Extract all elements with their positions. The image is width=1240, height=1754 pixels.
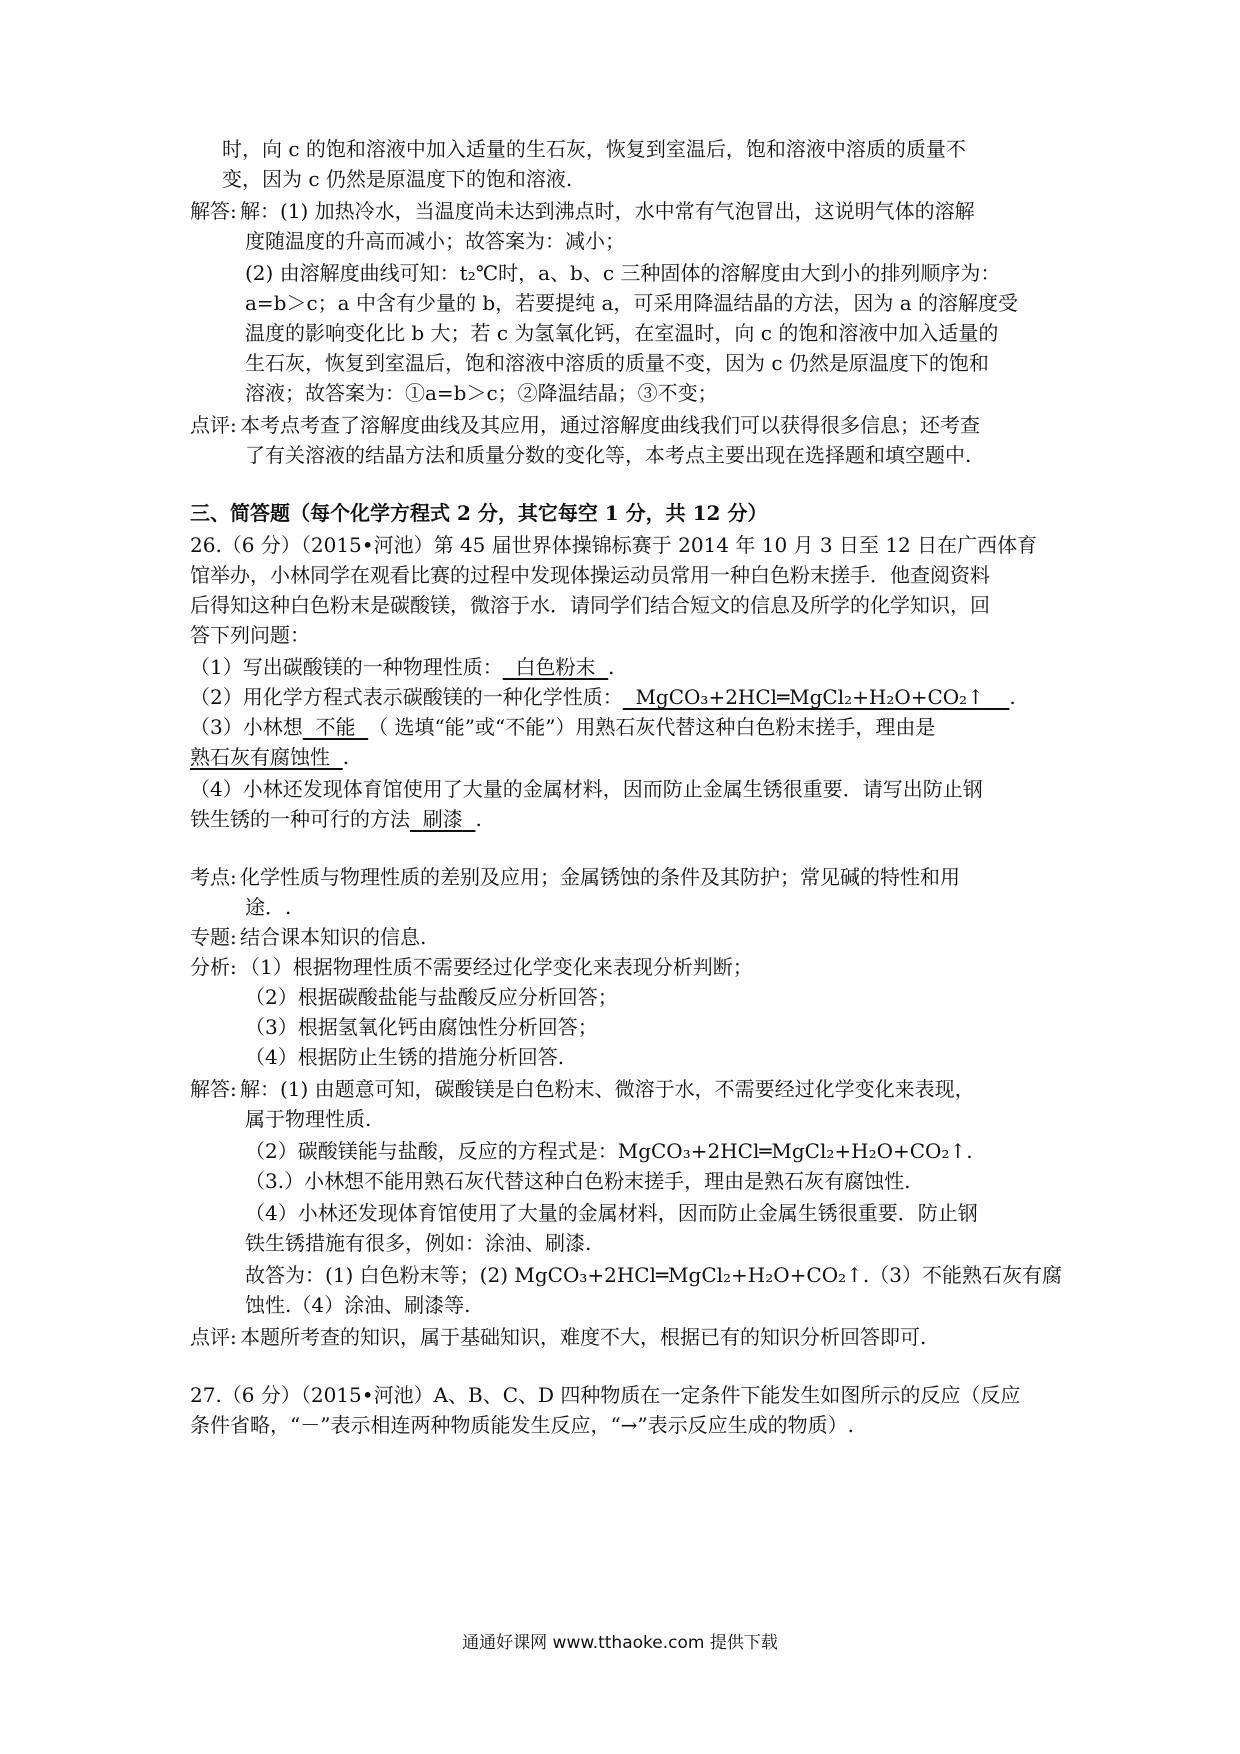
jieda-line-4: （3.）小林想不能用熟石灰代替这种白色粉末搓手，理由是熟石灰有腐蚀性.	[245, 1169, 911, 1193]
kaodian-label: 考点:	[190, 865, 237, 889]
q27-line-1: 27.（6 分）（2015•河池）A、B、C、D 四种物质在一定条件下能发生如图所示的反应（反应	[190, 1383, 1021, 1407]
fenxi-line-2: （2）根据碳酸盐能与盐酸反应分析回答；	[245, 985, 618, 1009]
section-title: 三、简答题（每个化学方程式 2 分，其它每空 1 分，共 12 分）	[190, 501, 768, 525]
q26-part-2-prompt: （2）用化学方程式表示碳酸镁的一种化学性质：	[190, 685, 623, 709]
q26-part-3-cont	[190, 742, 349, 772]
q26-part-3-reason: 熟石灰有腐蚀性	[190, 745, 330, 769]
solution-continuation-line-1: 时，向 c 的饱和溶液中加入适量的生石灰，恢复到室温后，饱和溶液中溶质的质量不	[222, 137, 966, 161]
fenxi-line-3: （3）根据氢氧化钙由腐蚀性分析回答；	[245, 1015, 598, 1039]
zhuanti-text: 结合课本知识的信息.	[240, 925, 427, 949]
q26-part-1	[190, 652, 615, 682]
jieda-line-8: 蚀性.（4）涂油、刷漆等.	[245, 1293, 471, 1317]
dianping-label: 点评:	[190, 1325, 237, 1349]
q26-line-4: 答下列问题：	[190, 623, 310, 647]
q26-part-1-answer: 白色粉末	[515, 655, 596, 679]
jieda-line-2: 属于物理性质.	[245, 1107, 372, 1131]
solution-continuation-line-2: 变，因为 c 仍然是原温度下的饱和溶液.	[222, 167, 573, 191]
q26-line-2: 馆举办，小林同学在观看比赛的过程中发现体操运动员常用一种白色粉末搓手．他查阅资料	[190, 563, 990, 587]
q26-part-4-line-1: （4）小林还发现体育馆使用了大量的金属材料，因而防止金属生锈很重要．请写出防止钢	[190, 777, 983, 801]
jieda-line-1: 解：(1) 由题意可知，碳酸镁是白色粉末、微溶于水，不需要经过化学变化来表现，	[240, 1077, 975, 1101]
dianping-text: 本题所考查的知识，属于基础知识，难度不大，根据已有的知识分析回答即可.	[240, 1325, 927, 1349]
answer-line-4: a=b＞c；a 中含有少量的 b，若要提纯 a，可采用降温结晶的方法，因为 a 的溶解度受	[245, 291, 1019, 315]
q26-line-1: 26.（6 分）（2015•河池）第 45 届世界体操锦标赛于 2014 年 10 月 3 日至 12 日在广西体育	[190, 533, 1038, 557]
q26-line-3: 后得知这种白色粉末是碳酸镁，微溶于水．请同学们结合短文的信息及所学的化学知识，回	[190, 593, 990, 617]
q26-part-1-prompt: （1）写出碳酸镁的一种物理性质：	[190, 655, 503, 679]
comment-label: 点评:	[190, 413, 237, 437]
q26-part-2-end: .	[1009, 685, 1016, 709]
q26-part-3-middle: （ 选填“能”或“不能”）用熟石灰代替这种白色粉末搓手，理由是	[368, 715, 936, 739]
q26-part-4-answer: 刷漆	[422, 807, 463, 831]
q26-part-3	[190, 712, 935, 742]
answer-line-1: 解：(1) 加热冷水，当温度尚未达到沸点时，水中常有气泡冒出，这说明气体的溶解	[240, 199, 975, 223]
q26-part-4-prompt: 铁生锈的一种可行的方法	[190, 807, 410, 831]
q27-line-2: 条件省略，“－”表示相连两种物质能发生反应，“→”表示反应生成的物质）.	[190, 1413, 855, 1437]
fenxi-line-1: （1）根据物理性质不需要经过化学变化来表现分析判断；	[240, 955, 753, 979]
jieda-line-3: （2）碳酸镁能与盐酸，反应的方程式是：MgCO₃+2HCl═MgCl₂+H₂O+CO₂↑.	[245, 1139, 973, 1163]
kaodian-line-1: 化学性质与物理性质的差别及应用；金属锈蚀的条件及其防护；常见碱的特性和用	[240, 865, 960, 889]
comment-line-2: 了有关溶液的结晶方法和质量分数的变化等，本考点主要出现在选择题和填空题中.	[245, 443, 972, 467]
answer-line-7: 溶液；故答案为：①a=b＞c；②降温结晶；③不变；	[245, 381, 718, 405]
q26-part-3-end: .	[342, 745, 350, 769]
jieda-line-6: 铁生锈措施有很多，例如：涂油、刷漆.	[245, 1231, 592, 1255]
fenxi-line-4: （4）根据防止生锈的措施分析回答.	[245, 1045, 565, 1069]
jieda-label: 解答:	[190, 1077, 237, 1101]
q26-part-2	[190, 682, 1016, 712]
page-footer: 通通好课网 www.tthaoke.com 提供下载	[462, 1633, 778, 1653]
kaodian-line-2: 途．.	[245, 895, 292, 919]
comment-line-1: 本考点考查了溶解度曲线及其应用，通过溶解度曲线我们可以获得很多信息；还考查	[240, 413, 980, 437]
answer-label: 解答:	[190, 199, 237, 223]
q26-part-2-answer: MgCO₃+2HCl═MgCl₂+H₂O+CO₂↑	[635, 685, 984, 709]
answer-line-3: (2) 由溶解度曲线可知：t₂℃时，a、b、c 三种固体的溶解度由大到小的排列顺序为：	[245, 261, 1001, 285]
q26-part-3-prompt: （3）小林想	[190, 715, 303, 739]
q26-part-1-end: .	[608, 655, 615, 679]
q26-part-4-end: .	[475, 807, 482, 831]
q26-part-4-line-2	[190, 804, 482, 834]
zhuanti-label: 专题:	[190, 925, 237, 949]
jieda-line-5: （4）小林还发现体育馆使用了大量的金属材料，因而防止金属生锈很重要．防止钢	[245, 1201, 978, 1225]
fenxi-label: 分析:	[190, 955, 237, 979]
answer-line-6: 生石灰，恢复到室温后，饱和溶液中溶质的质量不变，因为 c 仍然是原温度下的饱和	[245, 351, 989, 375]
answer-line-5: 温度的影响变化比 b 大；若 c 为氢氧化钙，在室温时，向 c 的饱和溶液中加入适量的	[245, 321, 999, 345]
q26-part-3-answer: 不能	[315, 715, 356, 739]
jieda-line-7: 故答为：(1) 白色粉末等；(2) MgCO₃+2HCl═MgCl₂+H₂O+CO₂↑.（3）不能熟石灰有腐	[245, 1263, 1062, 1287]
answer-line-2: 度随温度的升高而减小；故答案为：减小；	[245, 229, 625, 253]
